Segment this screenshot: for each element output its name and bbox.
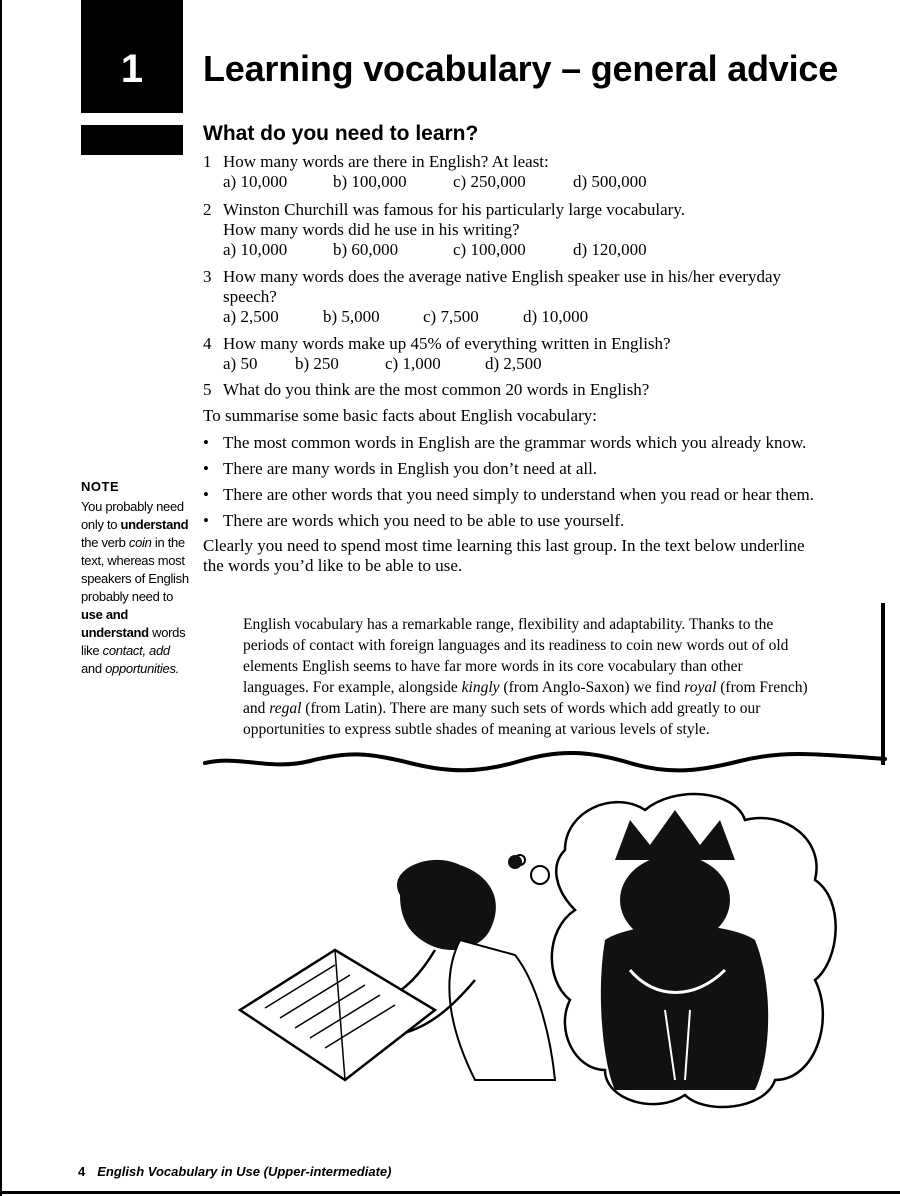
excerpt-text: languages. For example, alongside — [243, 679, 462, 696]
option-d: d) 500,000 — [573, 172, 647, 191]
question-4 — [203, 334, 873, 374]
note-term: coin — [128, 535, 152, 550]
note-text: words like — [81, 625, 186, 658]
question-options — [203, 354, 873, 374]
section-marker-bar — [81, 125, 183, 155]
option-c: c) 1,000 — [385, 354, 441, 373]
note-text: You probably need only to — [81, 499, 184, 532]
question-5 — [203, 380, 873, 400]
question-number: 5 — [203, 380, 212, 399]
instruction-line: the words you’d like to be able to use. — [203, 556, 463, 575]
option-a: a) 10,000 — [223, 172, 288, 191]
note-emphasis: use and understand — [81, 607, 149, 640]
list-item: • The most common words in English are the grammar words which you already know. — [203, 433, 893, 459]
excerpt-text: (from Anglo-Saxon) we find — [499, 679, 685, 696]
option-a: a) 2,500 — [223, 307, 279, 326]
student-illustration — [235, 780, 855, 1120]
excerpt-line: English vocabulary has a remarkable range, flexibility and adaptability. Thanks to the — [243, 616, 774, 633]
option-c: c) 100,000 — [453, 240, 526, 259]
page-footer — [78, 1164, 391, 1179]
question-number: 1 — [203, 152, 212, 171]
note-text: the verb — [81, 535, 126, 550]
question-text: speech? — [223, 287, 277, 306]
question-text: How many words did he use in his writing? — [223, 220, 520, 239]
note-emphasis: understand — [120, 517, 189, 532]
option-c: c) 250,000 — [453, 172, 526, 191]
list-item: • There are many words in English you don’t need at all. — [203, 459, 893, 485]
page-number: 4 — [78, 1164, 86, 1179]
option-b: b) 60,000 — [333, 240, 399, 259]
option-d: d) 120,000 — [573, 240, 647, 259]
excerpt-term: royal — [684, 679, 717, 696]
option-d: d) 10,000 — [523, 307, 589, 326]
note-text: and — [81, 661, 102, 676]
wavy-divider — [200, 745, 890, 775]
excerpt-line: periods of contact with foreign languages and its readiness to coin new words out of old — [243, 637, 789, 654]
list-item: • There are other words that you need simply to understand when you read or hear them. — [203, 485, 893, 511]
excerpt-right-rule — [881, 603, 885, 765]
question-number: 3 — [203, 267, 212, 286]
question-options — [203, 240, 873, 260]
page-border-bottom — [0, 1191, 900, 1194]
option-c: c) 7,500 — [423, 307, 479, 326]
question-options — [203, 307, 873, 327]
summary-intro: To summarise some basic facts about English vocabulary: — [203, 406, 597, 425]
option-b: b) 250 — [295, 354, 339, 373]
margin-note — [81, 478, 191, 678]
note-term: contact, add — [102, 643, 170, 658]
question-number: 4 — [203, 334, 212, 353]
notebook — [240, 950, 435, 1080]
excerpt-line — [243, 698, 853, 719]
list-item: • There are words which you need to be able to use yourself. — [203, 511, 893, 537]
unit-number-block — [81, 0, 183, 113]
question-text: Winston Churchill was famous for his particularly large vocabulary. — [223, 200, 685, 219]
excerpt-line: opportunities to express subtle shades of meaning at various levels of style. — [243, 721, 710, 738]
unit-number: 1 — [120, 47, 144, 91]
instruction-line: Clearly you need to spend most time learning this last group. In the text below underline — [203, 536, 805, 555]
excerpt-term: kingly — [461, 679, 500, 696]
question-2 — [203, 200, 873, 260]
option-d: d) 2,500 — [485, 354, 542, 373]
question-1 — [203, 152, 873, 192]
excerpt-line — [243, 677, 853, 698]
section-heading: What do you need to learn? — [203, 122, 479, 145]
question-3 — [203, 267, 873, 327]
note-title: NOTE — [81, 479, 120, 494]
excerpt-text: and — [243, 700, 270, 717]
question-text: How many words make up 45% of everything written in English? — [223, 334, 671, 353]
note-term: opportunities. — [105, 661, 179, 676]
question-text: How many words are there in English? At least: — [223, 152, 549, 171]
excerpt-line: elements English seems to have far more words in its core vocabulary than other — [243, 658, 743, 675]
option-a: a) 10,000 — [223, 240, 288, 259]
question-number: 2 — [203, 200, 212, 219]
excerpt-text: (from French) — [716, 679, 808, 696]
question-options — [203, 172, 873, 192]
instruction-text — [203, 536, 883, 576]
page-title: Learning vocabulary – general advice — [203, 48, 839, 89]
question-text: What do you think are the most common 20 words in English? — [223, 380, 650, 399]
excerpt-text: (from Latin). There are many such sets of words which add greatly to our — [301, 700, 761, 717]
question-text: How many words does the average native English speaker use in his/her everyday — [223, 267, 781, 286]
excerpt-term: regal — [269, 700, 302, 717]
option-a: a) 50 — [223, 354, 258, 373]
student-figure — [385, 855, 555, 1080]
book-title: English Vocabulary in Use (Upper-intermediate) — [97, 1164, 392, 1179]
facts-list — [203, 433, 893, 537]
page-border-left — [0, 0, 2, 1196]
option-b: b) 100,000 — [333, 172, 407, 191]
note-text: in the text, whereas most speakers of English probably need to — [81, 535, 189, 604]
vocabulary-excerpt — [243, 614, 853, 740]
option-b: b) 5,000 — [323, 307, 380, 326]
